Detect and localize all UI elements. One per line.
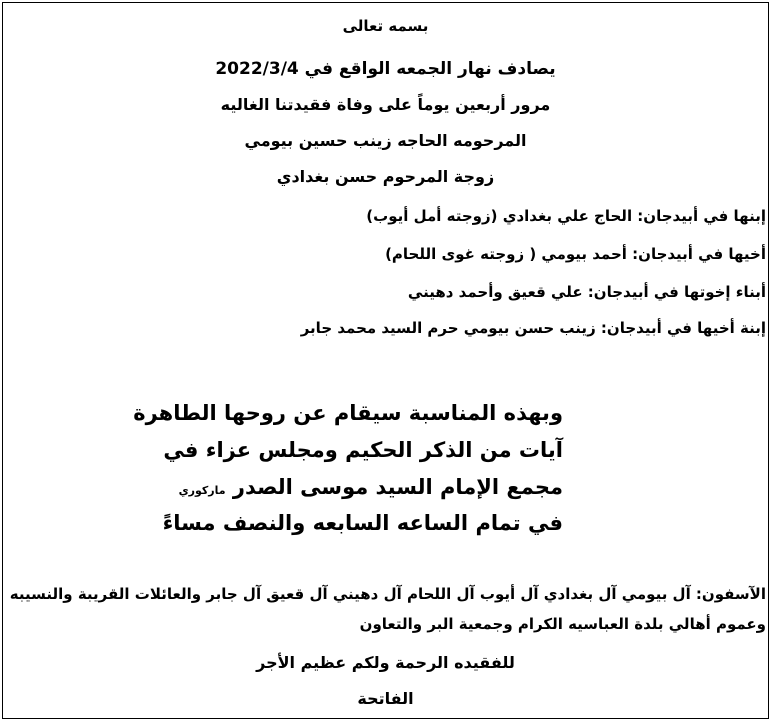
obituary-notice <box>2 2 769 719</box>
deceased-name: المرحومه الحاجه زينب حسين بيومي <box>244 131 527 150</box>
venue-name: مجمع الإمام السيد موسى الصدر <box>232 475 563 499</box>
relative-nephews: أبناء إخوتها في أبيدجان: علي قعيق وأحمد دهيني <box>407 283 766 301</box>
announcement-line-3 <box>179 477 563 498</box>
relative-son: إبنها في أبيدجان: الحاج علي بغدادي (زوجته أمل أيوب) <box>366 207 766 225</box>
basmala: بسمه تعالى <box>342 17 429 35</box>
announcement-line-2: آيات من الذكر الحكيم ومجلس عزاء في <box>163 438 563 462</box>
closing-prayer: للفقيده الرحمة ولكم عظيم الأجر <box>256 653 515 672</box>
fatiha: الفاتحة <box>357 689 414 708</box>
forty-days-line: مرور أربعين يوماً على وفاة فقيدتنا الغاليه <box>220 95 551 114</box>
spouse-line: زوجة المرحوم حسن بغدادي <box>276 167 495 186</box>
mourners-line-2: وعموم أهالي بلدة العباسيه الكرام وجمعية البر والتعاون <box>359 615 766 633</box>
relative-brother: أخيها في أبيدجان: أحمد بيومي ( زوجته غوى اللحام) <box>385 245 766 263</box>
date-line: يصادف نهار الجمعه الواقع في 2022/3/4 <box>215 59 556 79</box>
announcement-line-4: في تمام الساعه السابعه والنصف مساءً <box>162 511 563 535</box>
relative-niece: إبنة أخيها في أبيدجان: زينب حسن بيومي حرم السيد محمد جابر <box>300 319 766 337</box>
announcement-line-1: وبهذه المناسبة سيقام عن روحها الطاهرة <box>133 401 563 425</box>
mourners-line-1: الآسفون: آل بيومي آل بغدادي آل أيوب آل اللحام آل دهيني آل قعيق آل جابر والعائلات القريبة والنسيبه <box>9 585 766 603</box>
venue-suffix: ماركوري <box>178 484 226 497</box>
